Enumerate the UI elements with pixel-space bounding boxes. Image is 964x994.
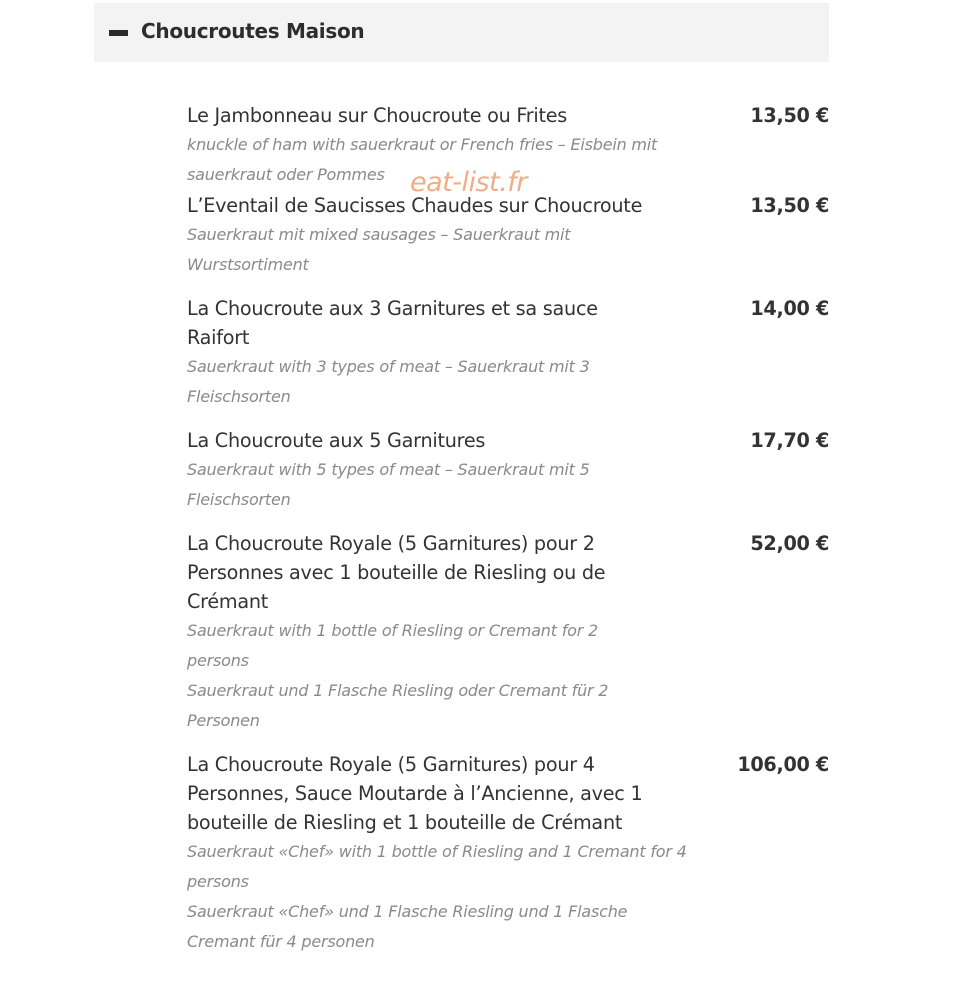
item-name: Le Jambonneau sur Choucroute ou Frites — [187, 104, 568, 127]
item-description: Sauerkraut «Chef» with 1 bottle of Riesling and 1 Cremant for 4 persons — [187, 842, 687, 891]
menu-list — [187, 101, 829, 957]
item-name: L’Eventail de Saucisses Chaudes sur Choucroute — [187, 194, 643, 217]
item-description: Sauerkraut mit mixed sausages – Sauerkraut mit Wurstsortiment — [187, 225, 571, 274]
item-price: 106,00 € — [737, 753, 829, 776]
item-description: Sauerkraut und 1 Flasche Riesling oder Cremant für 2 Personen — [187, 681, 609, 730]
item-name: La Choucroute Royale (5 Garnitures) pour 2 Personnes avec 1 bouteille de Riesling ou de Crémant — [187, 532, 606, 613]
item-name: La Choucroute aux 3 Garnitures et sa sauce Raifort — [187, 297, 598, 349]
item-name: La Choucroute Royale (5 Garnitures) pour 4 Personnes, Sauce Moutarde à l’Ancienne, avec 1 bouteille de Riesling et 1 bouteille de Crémant — [187, 753, 643, 834]
item-description: knuckle of ham with sauerkraut or French fries – Eisbein mit sauerkraut oder Pommes — [187, 135, 658, 184]
menu-item — [187, 750, 829, 957]
menu-item — [187, 294, 829, 412]
item-price: 17,70 € — [750, 429, 829, 452]
item-name: La Choucroute aux 5 Garnitures — [187, 429, 486, 452]
item-description: Sauerkraut with 5 types of meat – Sauerkraut mit 5 Fleischsorten — [187, 460, 590, 509]
section-title: Choucroutes Maison — [141, 19, 365, 43]
watermark: eat-list.fr — [410, 167, 527, 198]
item-description: Sauerkraut «Chef» und 1 Flasche Riesling und 1 Flasche Cremant für 4 personen — [187, 902, 628, 951]
menu-item — [187, 426, 829, 515]
menu-item — [187, 191, 829, 280]
menu-item — [187, 529, 829, 736]
section-header[interactable] — [94, 3, 829, 62]
item-price: 13,50 € — [750, 104, 829, 127]
minus-icon[interactable] — [109, 30, 128, 36]
item-description: Sauerkraut with 3 types of meat – Sauerkraut mit 3 Fleischsorten — [187, 357, 590, 406]
item-price: 52,00 € — [750, 532, 829, 555]
item-description: Sauerkraut with 1 bottle of Riesling or Cremant for 2 persons — [187, 621, 598, 670]
item-price: 13,50 € — [750, 194, 829, 217]
item-price: 14,00 € — [750, 297, 829, 320]
